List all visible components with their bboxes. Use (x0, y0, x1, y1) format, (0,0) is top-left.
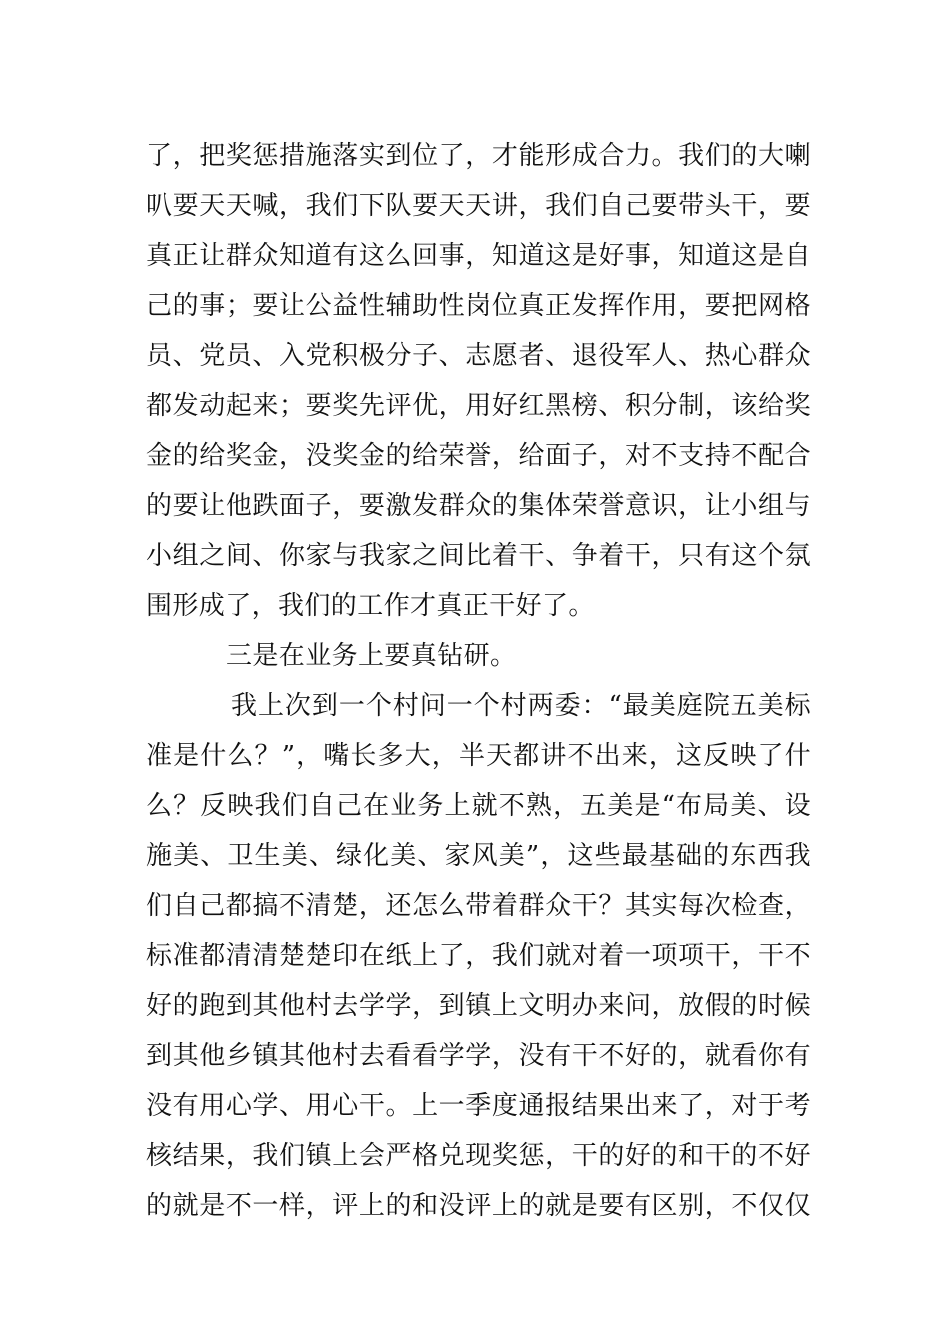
text-line: 都发动起来；要奖先评优，用好红黑榜、积分制，该给奖 (146, 391, 811, 421)
text-line: 到其他乡镇其他村去看看学学，没有干不好的，就看你有 (146, 1041, 811, 1071)
text-line: 施美、卫生美、绿化美、家风美”，这些最基础的东西我 (146, 841, 811, 871)
text-line: 没有用心学、用心干。上一季度通报结果出来了，对于考 (146, 1091, 811, 1121)
text-line: 小组之间、你家与我家之间比着干、争着干，只有这个氛 (146, 541, 811, 571)
text-line: 了，把奖惩措施落实到位了，才能形成合力。我们的大喇 (146, 141, 811, 171)
text-line: 标准都清清楚楚印在纸上了，我们就对着一项项干，干不 (146, 941, 811, 971)
text-line: 核结果，我们镇上会严格兑现奖惩，干的好的和干的不好 (146, 1141, 811, 1171)
text-line: 我上次到一个村问一个村两委：“最美庭院五美标 (231, 691, 811, 721)
text-line: 围形成了，我们的工作才真正干好了。 (146, 591, 595, 621)
text-line: 己的事；要让公益性辅助性岗位真正发挥作用，要把网格 (146, 291, 811, 321)
text-line: 金的给奖金，没奖金的给荣誉，给面子，对不支持不配合 (146, 441, 811, 471)
section-heading: 三是在业务上要真钻研。 (226, 641, 517, 671)
text-line: 们自己都搞不清楚，还怎么带着群众干？其实每次检查， (146, 891, 811, 921)
text-line: 准是什么？”，嘴长多大，半天都讲不出来，这反映了什 (146, 741, 811, 771)
text-line: 叭要天天喊，我们下队要天天讲，我们自己要带头干，要 (146, 191, 811, 221)
text-line: 么？反映我们自己在业务上就不熟，五美是“布局美、设 (146, 791, 811, 821)
text-line: 真正让群众知道有这么回事，知道这是好事，知道这是自 (146, 241, 811, 271)
text-line: 的就是不一样，评上的和没评上的就是要有区别，不仅仅 (146, 1191, 811, 1221)
text-line: 的要让他跌面子，要激发群众的集体荣誉意识，让小组与 (146, 491, 811, 521)
text-line: 员、党员、入党积极分子、志愿者、退役军人、热心群众 (146, 341, 811, 371)
text-line: 好的跑到其他村去学学，到镇上文明办来问，放假的时候 (146, 991, 811, 1021)
